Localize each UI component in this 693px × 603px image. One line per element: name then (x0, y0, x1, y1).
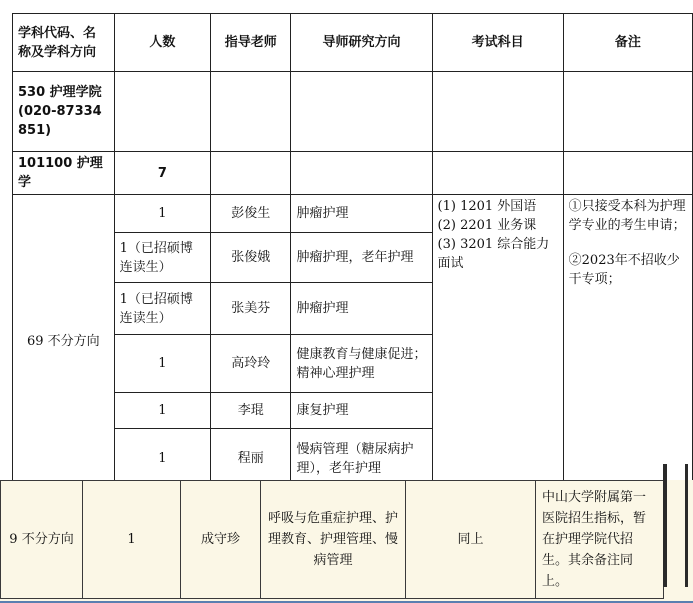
header-advisor: 指导老师 (211, 14, 291, 72)
row-advisor: 彭俊生 (211, 195, 291, 233)
overlay-note: 中山大学附属第一医院招生指标，暂在护理学院代招生。其余备注同上。 (536, 481, 664, 599)
row-count: 1 (114, 335, 210, 393)
row-count: 1 (114, 393, 210, 429)
edge-bar (685, 464, 688, 587)
row-research: 肿瘤护理 (291, 283, 432, 335)
row-count: 1（已招硕博连读生） (114, 283, 210, 335)
note-item: ①只接受本科为护理学专业的考生申请； (568, 199, 686, 233)
overlay-advisor: 成守珍 (181, 481, 261, 599)
edge-bar (663, 464, 667, 587)
row-count: 1 (114, 429, 210, 489)
overlay-direction: 9 不分方向 (1, 481, 83, 599)
header-notes: 备注 (563, 14, 692, 72)
overlay-panel (0, 480, 693, 603)
row-research: 肿瘤护理 (291, 195, 432, 233)
row-advisor: 高玲玲 (211, 335, 291, 393)
discipline-name: 101100 护理学 (13, 152, 115, 195)
row-research: 肿瘤护理，老年护理 (291, 233, 432, 283)
overlay-count: 1 (83, 481, 181, 599)
header-count: 人数 (114, 14, 210, 72)
college-row (13, 72, 693, 152)
main-table (12, 13, 693, 489)
exam-item: (1) 1201 外国语 (437, 199, 537, 214)
exam-item: (2) 2201 业务课 (437, 218, 537, 233)
header-exam: 考试科目 (432, 14, 563, 72)
overlay-research: 呼吸与危重症护理、护理教育、护理管理、慢病管理 (261, 481, 406, 599)
discipline-count: 7 (114, 152, 210, 195)
college-cell (13, 72, 115, 152)
notes-cell (563, 195, 692, 489)
row-advisor: 张美芬 (211, 283, 291, 335)
row-count: 1 (114, 195, 210, 233)
exam-item: (3) 3201 综合能力面试 (437, 237, 550, 271)
row-advisor: 张俊娥 (211, 233, 291, 283)
direction-cell: 69 不分方向 (13, 195, 115, 489)
overlay-row (1, 481, 664, 599)
exam-cell (432, 195, 563, 489)
header-research: 导师研究方向 (291, 14, 432, 72)
overlay-table (0, 480, 664, 599)
row-advisor: 程丽 (211, 429, 291, 489)
header-discipline: 学科代码、名称及学科方向 (13, 14, 115, 72)
row-research: 康复护理 (291, 393, 432, 429)
discipline-row (13, 152, 693, 195)
row-research: 健康教育与健康促进；精神心理护理 (291, 335, 432, 393)
header-row (13, 14, 693, 72)
college-phone: (020-87334851) (18, 104, 102, 138)
row-advisor: 李琨 (211, 393, 291, 429)
row-research: 慢病管理（糖尿病护理），老年护理 (291, 429, 432, 489)
note-item: ②2023年不招收少干专项； (568, 253, 680, 287)
row-count: 1（已招硕博连读生） (114, 233, 210, 283)
college-name: 530 护理学院 (18, 85, 102, 100)
overlay-exam: 同上 (406, 481, 536, 599)
table-row (13, 195, 693, 233)
